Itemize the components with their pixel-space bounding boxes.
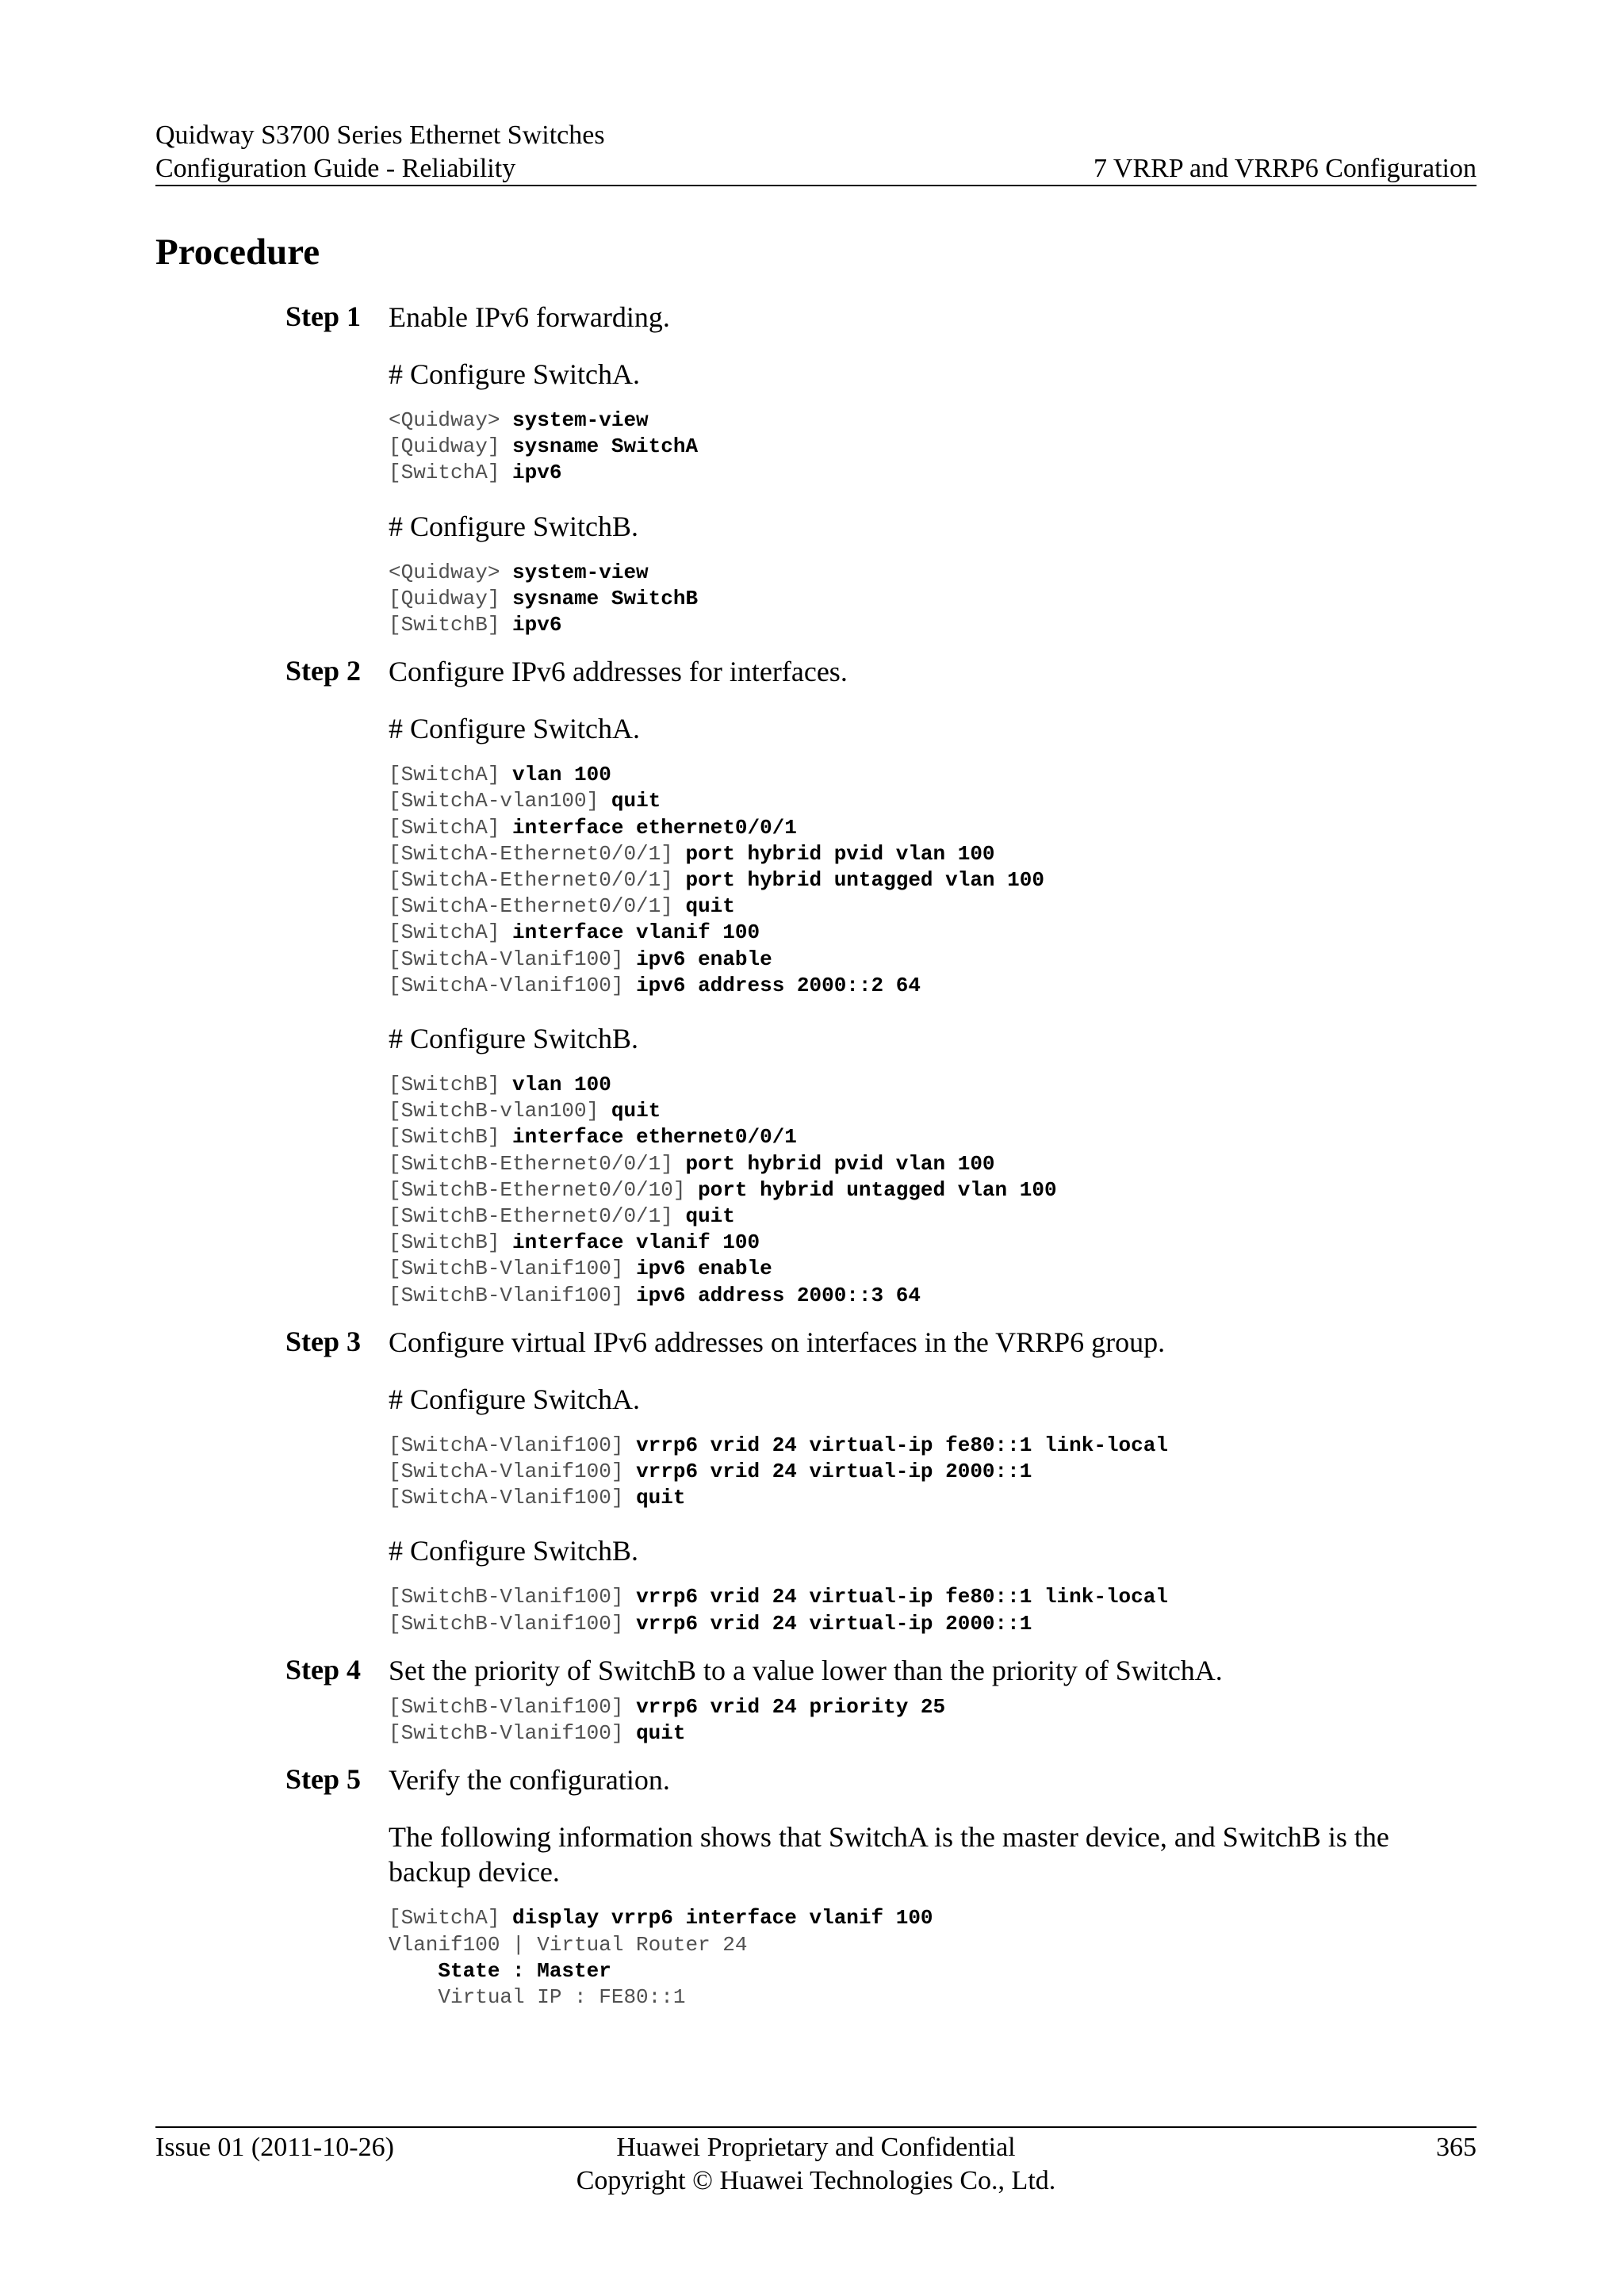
step-body xyxy=(389,1762,1477,2011)
code-line xyxy=(389,815,1477,841)
code-line xyxy=(389,973,1477,999)
cli-command: ipv6 enable xyxy=(636,947,772,971)
step-label: Step 1 xyxy=(285,300,362,332)
code-line xyxy=(389,762,1477,788)
footer-proprietary: Huawei Proprietary and Confidential xyxy=(616,2133,1016,2162)
cli-command: system-view xyxy=(512,408,649,432)
procedure-step xyxy=(155,1653,1477,1747)
code-line xyxy=(389,1433,1477,1459)
step-note: # Configure SwitchA. xyxy=(389,713,640,745)
code-line xyxy=(389,1584,1477,1610)
code-line xyxy=(389,1720,1477,1747)
code-line xyxy=(389,1611,1477,1637)
step-body xyxy=(389,1653,1477,1747)
code-line xyxy=(389,1203,1477,1230)
cli-prompt: [SwitchB] xyxy=(389,613,513,637)
footer-issue: Issue 01 (2011-10-26) xyxy=(155,2133,394,2162)
cli-prompt: [SwitchB-Vlanif100] xyxy=(389,1611,637,1636)
procedure-step xyxy=(155,300,1477,638)
cli-command: display vrrp6 interface vlanif 100 xyxy=(512,1906,933,1931)
step-text: Verify the configuration. xyxy=(389,1764,670,1797)
cli-command: vlan 100 xyxy=(512,763,611,787)
cli-command: quit xyxy=(611,1099,661,1123)
cli-command: ipv6 enable xyxy=(636,1257,772,1281)
cli-prompt: [SwitchA-Ethernet0/0/1] xyxy=(389,894,686,919)
code-line xyxy=(389,788,1477,814)
cli-command: port hybrid pvid vlan 100 xyxy=(685,841,995,866)
code-line xyxy=(389,867,1477,894)
step-note: # Configure SwitchA. xyxy=(389,358,640,390)
code-line xyxy=(389,1958,1477,1984)
cli-command: quit xyxy=(636,1486,686,1510)
cli-prompt: [SwitchA-Vlanif100] xyxy=(389,947,637,971)
cli-command: vrrp6 vrid 24 priority 25 xyxy=(636,1694,946,1719)
step-text: Set the priority of SwitchB to a value lower than the priority of SwitchA. xyxy=(389,1654,1223,1686)
cli-prompt: [SwitchA] xyxy=(389,815,513,840)
code-line xyxy=(389,1098,1477,1124)
step-text: Configure IPv6 addresses for interfaces. xyxy=(389,656,848,688)
cli-command: sysname SwitchB xyxy=(512,586,699,610)
footer-page-number: 365 xyxy=(1436,2133,1477,2162)
cli-prompt: [SwitchA-Ethernet0/0/1] xyxy=(389,841,686,866)
step-note: # Configure SwitchB. xyxy=(389,510,638,542)
cli-prompt: [SwitchA-Vlanif100] xyxy=(389,973,637,997)
cli-command: interface vlanif 100 xyxy=(512,1230,760,1255)
cli-command: vrrp6 vrid 24 virtual-ip fe80::1 link-local xyxy=(636,1585,1168,1609)
cli-prompt: [SwitchB-Ethernet0/0/10] xyxy=(389,1177,699,1202)
code-line xyxy=(389,920,1477,946)
code-line xyxy=(389,612,1477,638)
step-text: Configure virtual IPv6 addresses on interfaces in the VRRP6 group. xyxy=(389,1326,1166,1358)
footer-confidential xyxy=(155,2131,1477,2198)
procedure-step xyxy=(155,1325,1477,1637)
step-label: Step 3 xyxy=(285,1325,362,1357)
code-block xyxy=(389,1584,1477,1636)
cli-command: vlan 100 xyxy=(512,1073,611,1097)
cli-prompt: [SwitchB-Vlanif100] xyxy=(389,1694,637,1719)
cli-output: Vlanif100 | Virtual Router 24 xyxy=(389,1932,748,1957)
code-line xyxy=(389,560,1477,586)
cli-prompt: [SwitchB-Vlanif100] xyxy=(389,1721,637,1746)
cli-command: vrrp6 vrid 24 virtual-ip 2000::1 xyxy=(636,1611,1032,1636)
step-label: Step 2 xyxy=(285,655,362,687)
code-line xyxy=(389,1256,1477,1282)
cli-command: ipv6 xyxy=(512,613,562,637)
cli-prompt: [SwitchA] xyxy=(389,763,513,787)
cli-command: port hybrid untagged vlan 100 xyxy=(698,1177,1057,1202)
cli-prompt: [SwitchB-Vlanif100] xyxy=(389,1283,637,1307)
code-line xyxy=(389,894,1477,920)
code-line xyxy=(389,1459,1477,1485)
cli-command: quit xyxy=(611,789,661,813)
procedure-step xyxy=(155,1762,1477,2011)
cli-prompt: [SwitchB-Vlanif100] xyxy=(389,1585,637,1609)
cli-output-bold: State : Master xyxy=(389,1958,611,1983)
step-body xyxy=(389,654,1477,1309)
cli-prompt: [SwitchB] xyxy=(389,1073,513,1097)
cli-command: ipv6 address 2000::3 64 xyxy=(636,1283,921,1307)
cli-command: vrrp6 vrid 24 virtual-ip 2000::1 xyxy=(636,1460,1032,1484)
cli-prompt: [SwitchB] xyxy=(389,1125,513,1150)
cli-prompt: [SwitchA-Vlanif100] xyxy=(389,1460,637,1484)
cli-prompt: [SwitchA] xyxy=(389,461,513,485)
page-header xyxy=(155,119,1477,186)
cli-prompt: [SwitchA-Vlanif100] xyxy=(389,1486,637,1510)
code-line xyxy=(389,1984,1477,2011)
code-block xyxy=(389,560,1477,639)
step-note: # Configure SwitchB. xyxy=(389,1535,638,1567)
code-line xyxy=(389,841,1477,867)
code-line xyxy=(389,1177,1477,1203)
cli-prompt: [SwitchB-Ethernet0/0/1] xyxy=(389,1151,686,1176)
cli-prompt: [SwitchB-Vlanif100] xyxy=(389,1257,637,1281)
code-line xyxy=(389,1230,1477,1256)
code-line xyxy=(389,1072,1477,1098)
step-note: The following information shows that SwitchA is the master device, and SwitchB is the backup device. xyxy=(389,1821,1389,1888)
cli-prompt: [SwitchB-vlan100] xyxy=(389,1099,611,1123)
step-label: Step 5 xyxy=(285,1763,362,1796)
cli-command: quit xyxy=(685,894,735,919)
code-block xyxy=(389,1433,1477,1512)
code-block xyxy=(389,1694,1477,1747)
cli-prompt: [SwitchA-Vlanif100] xyxy=(389,1433,637,1457)
cli-prompt: [SwitchA-Ethernet0/0/1] xyxy=(389,868,686,893)
cli-command: interface ethernet0/0/1 xyxy=(512,1125,797,1150)
cli-command: interface vlanif 100 xyxy=(512,920,760,945)
cli-prompt: [SwitchB-Ethernet0/0/1] xyxy=(389,1204,686,1229)
code-block xyxy=(389,1072,1477,1309)
cli-prompt: [SwitchA] xyxy=(389,1906,513,1931)
code-line xyxy=(389,408,1477,434)
header-guide: Configuration Guide - Reliability xyxy=(155,154,516,183)
section-title: Procedure xyxy=(155,232,320,273)
code-line xyxy=(389,1124,1477,1150)
cli-command: ipv6 address 2000::2 64 xyxy=(636,973,921,997)
code-line xyxy=(389,434,1477,460)
cli-prompt: [SwitchA-vlan100] xyxy=(389,789,611,813)
code-line xyxy=(389,1905,1477,1931)
cli-command: ipv6 xyxy=(512,461,562,485)
code-block xyxy=(389,408,1477,487)
step-note: # Configure SwitchB. xyxy=(389,1023,638,1055)
header-row xyxy=(155,152,1477,186)
footer-copyright: Copyright © Huawei Technologies Co., Ltd. xyxy=(576,2166,1056,2195)
header-rule xyxy=(155,185,1477,186)
code-line xyxy=(389,1485,1477,1511)
cli-prompt: <Quidway> xyxy=(389,408,513,432)
step-body xyxy=(389,1325,1477,1637)
code-line xyxy=(389,947,1477,973)
cli-command: quit xyxy=(685,1204,735,1229)
code-line xyxy=(389,1694,1477,1720)
cli-prompt: [SwitchB] xyxy=(389,1230,513,1255)
step-label: Step 4 xyxy=(285,1653,362,1686)
cli-prompt: [SwitchA] xyxy=(389,920,513,945)
step-note: # Configure SwitchA. xyxy=(389,1383,640,1415)
cli-command: quit xyxy=(636,1721,686,1746)
code-line xyxy=(389,1151,1477,1177)
procedure-step xyxy=(155,654,1477,1309)
procedure-content xyxy=(155,300,1477,2011)
code-line xyxy=(389,1932,1477,1958)
cli-command: port hybrid untagged vlan 100 xyxy=(685,868,1044,893)
code-block xyxy=(389,1905,1477,2011)
header-product: Quidway S3700 Series Ethernet Switches xyxy=(155,121,605,150)
code-line xyxy=(389,460,1477,486)
cli-output: Virtual IP : FE80::1 xyxy=(389,1984,686,2009)
step-text: Enable IPv6 forwarding. xyxy=(389,301,670,333)
code-block xyxy=(389,762,1477,999)
cli-command: system-view xyxy=(512,560,649,584)
code-line xyxy=(389,586,1477,612)
cli-prompt: [Quidway] xyxy=(389,434,513,459)
footer-rule xyxy=(155,2126,1477,2128)
cli-command: port hybrid pvid vlan 100 xyxy=(685,1151,995,1176)
cli-command: vrrp6 vrid 24 virtual-ip fe80::1 link-local xyxy=(636,1433,1168,1457)
cli-command: interface ethernet0/0/1 xyxy=(512,815,797,840)
code-line xyxy=(389,1283,1477,1309)
step-body xyxy=(389,300,1477,638)
cli-command: sysname SwitchA xyxy=(512,434,699,459)
header-chapter: 7 VRRP and VRRP6 Configuration xyxy=(1094,154,1477,183)
cli-prompt: <Quidway> xyxy=(389,560,513,584)
cli-prompt: [Quidway] xyxy=(389,586,513,610)
